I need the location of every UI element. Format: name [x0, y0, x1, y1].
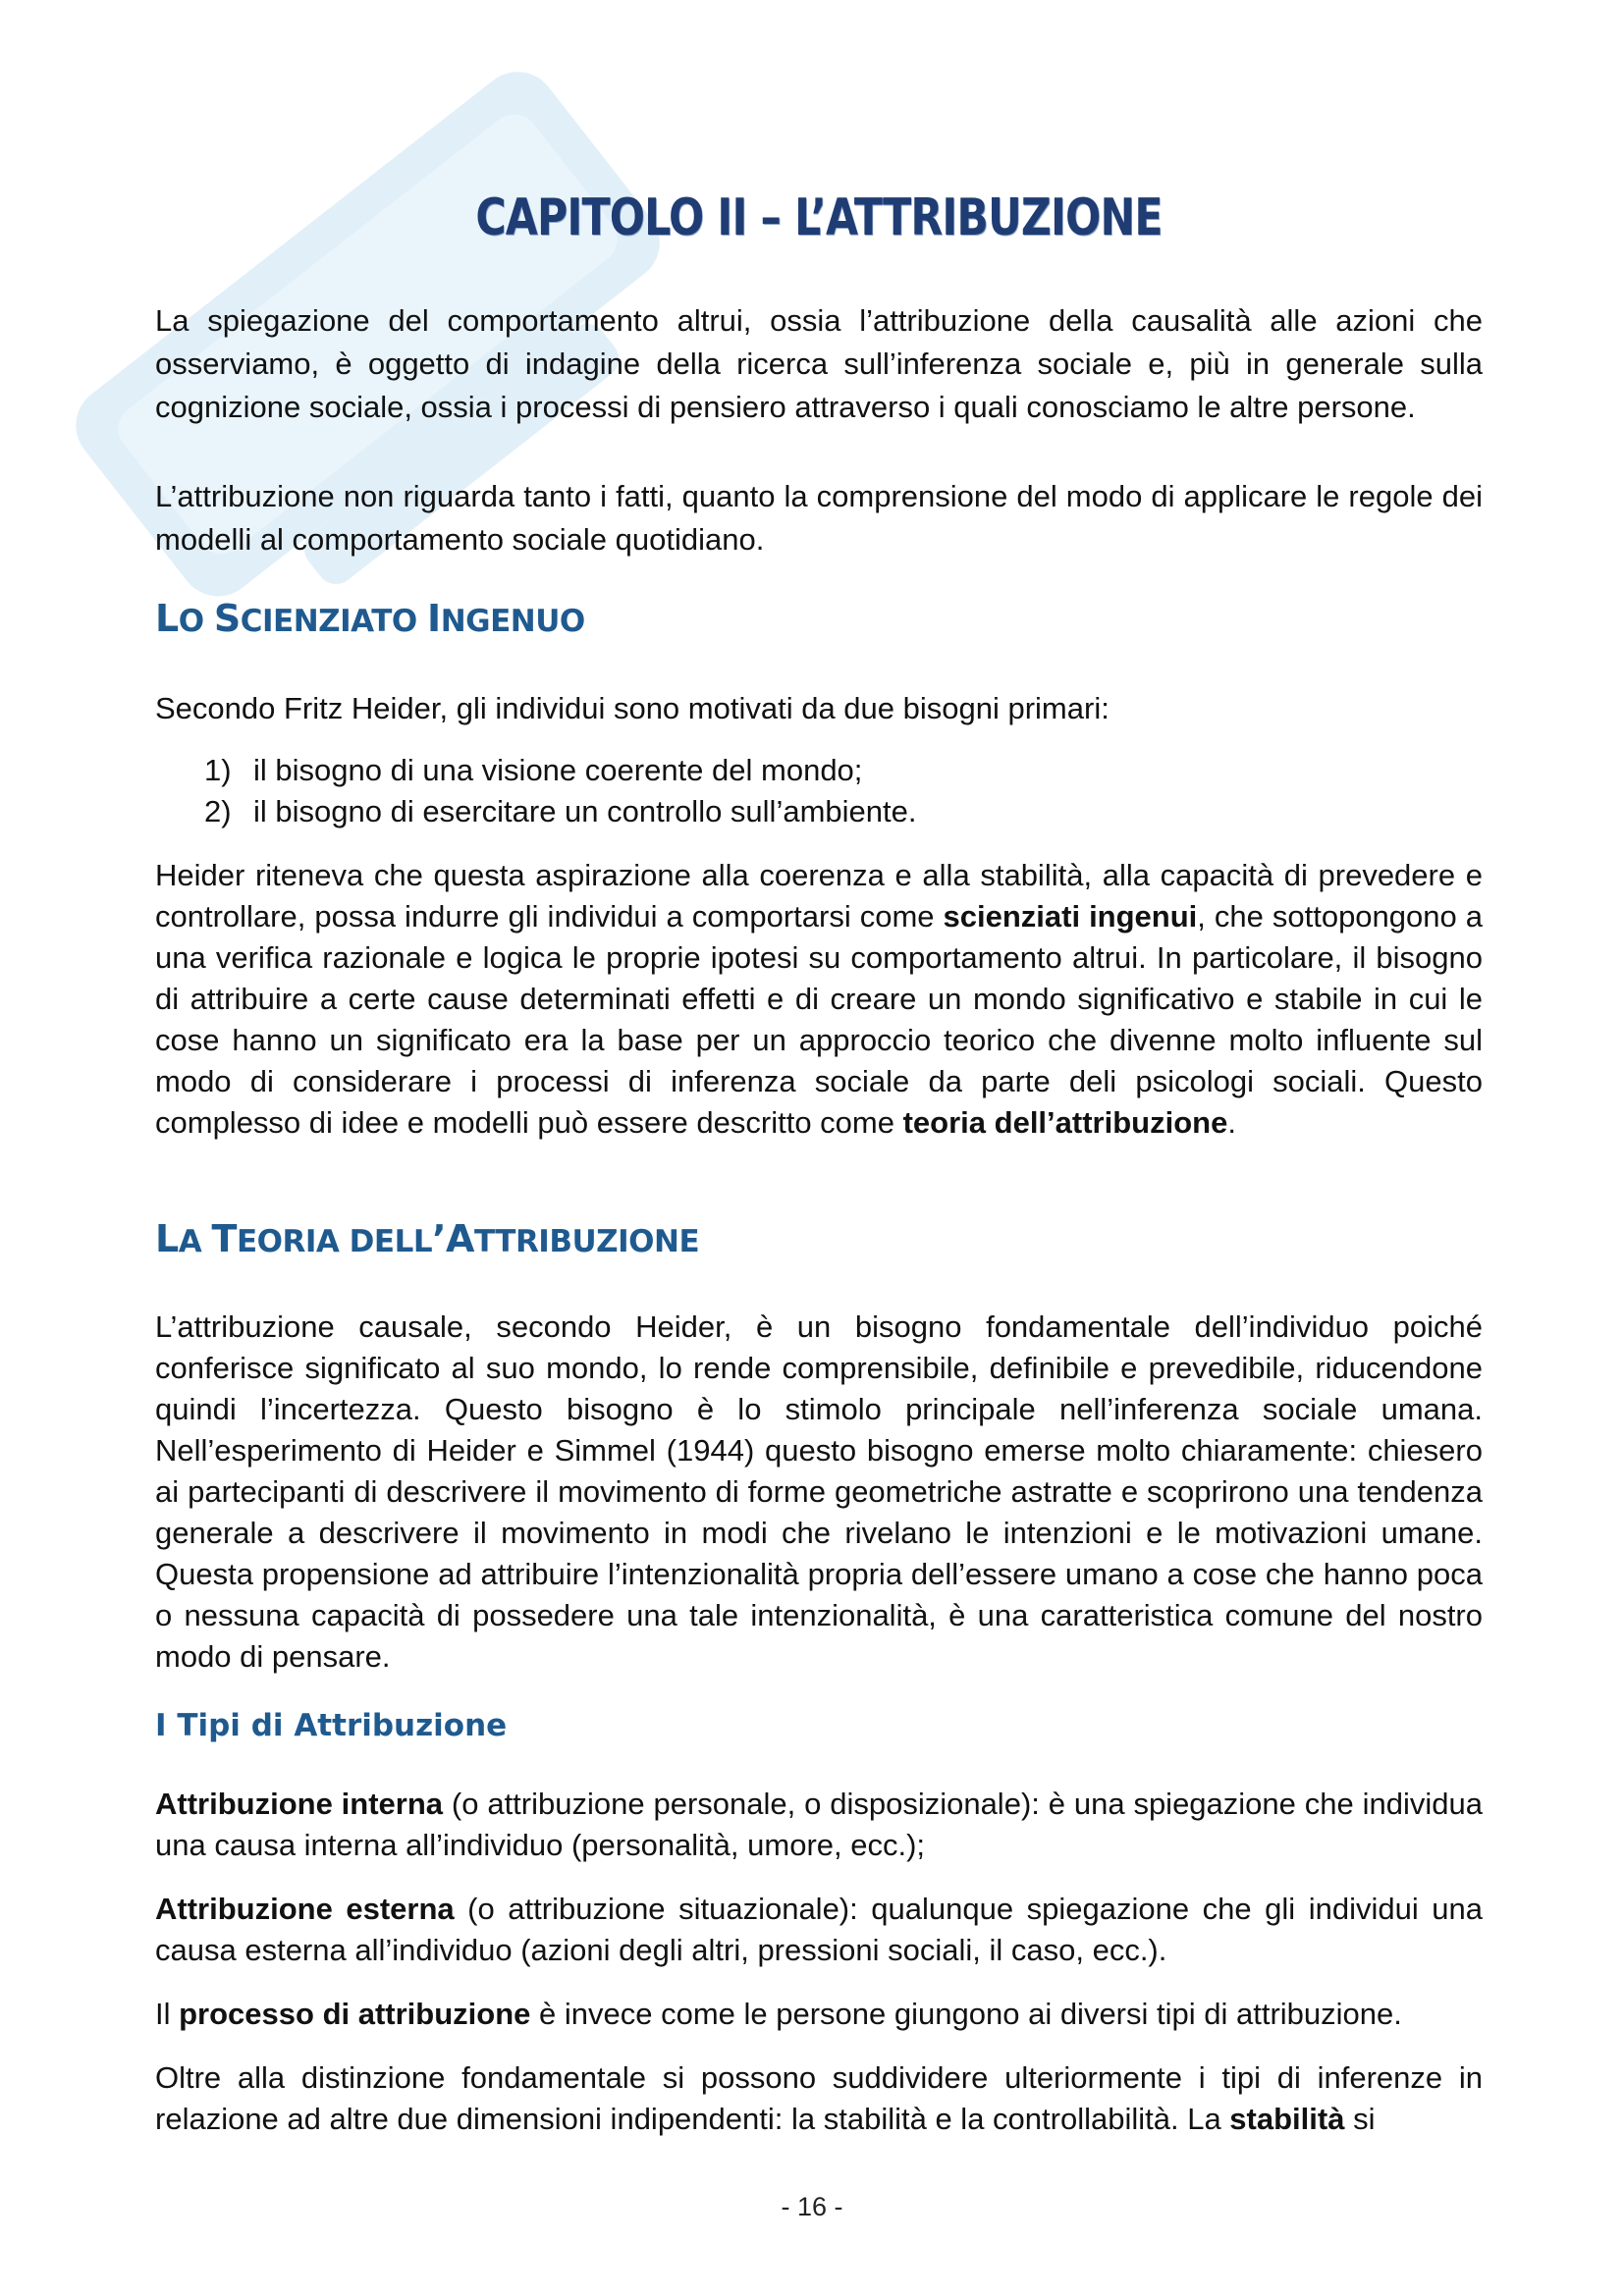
chapter-title: CAPITOLO II – L’ATTRIBUZIONE — [475, 188, 1163, 247]
section1-body: Heider riteneva che questa aspirazione alla coerenza e alla stabilità, alla capacità di prevedere e controllare, possa indurre gli individui a comportarsi come scienziati ingenui, che sottopongono a una verifica razionale e logica le proprie ipotesi su comportamento altrui. In particolare, il bisogno di attribuire a certe cause determinati effetti e di creare un mondo significativo e stabile in cui le cose hanno un significato era la base per un approccio teorico che divenne molto influente sul modo di considerare i processi di inferenza sociale da parte deli psicologi sociali. Questo complesso di idee e modelli può essere descritto come teoria dell’attribuzione. — [155, 858, 1483, 1140]
page-number: - 16 - — [781, 2192, 843, 2221]
attribuzione-esterna-paragraph: Attribuzione esterna (o attribuzione situazionale): qualunque spiegazione che gli individui una causa esterna all’individuo (azioni degli altri, pressioni sociali, il caso, ecc.). — [155, 1892, 1483, 1967]
section-title-teoria-attribuzione: LA TEORIA DELL’ATTRIBUZIONE — [155, 1217, 700, 1260]
section1-lead: Secondo Fritz Heider, gli individui sono motivati da due bisogni primari: — [155, 691, 1110, 725]
list-item: 2) il bisogno di esercitare un controllo sull’ambiente. — [204, 794, 917, 828]
attribuzione-interna-paragraph: Attribuzione interna (o attribuzione personale, o disposizionale): è una spiegazione che individua una causa interna all’individuo (personalità, umore, ecc.); — [155, 1787, 1483, 1862]
subsection-title-tipi-attribuzione: I Tipi di Attribuzione — [155, 1708, 508, 1743]
needs-list — [155, 750, 1483, 832]
intro-paragraph-1: La spiegazione del comportamento altrui, ossia l’attribuzione della causalità alle azioni che osserviamo, è oggetto di indagine della ricerca sull’inferenza sociale e, più in generale sulla cognizione sociale, ossia i processi di pensiero attraverso i quali conosciamo le altre persone. — [155, 303, 1483, 424]
section-title-scienziato-ingenuo: LO SCIENZIATO INGENUO — [155, 597, 585, 640]
processo-attribuzione-paragraph: Il processo di attribuzione è invece come le persone giungono ai diversi tipi di attribuzione. — [155, 1997, 1402, 2031]
dimensioni-paragraph: Oltre alla distinzione fondamentale si possono suddividere ulteriormente i tipi di inferenze in relazione ad altre due dimensioni indipendenti: la stabilità e la controllabilità. La stabilità si — [155, 2060, 1483, 2136]
section2-body: L’attribuzione causale, secondo Heider, è un bisogno fondamentale dell’individuo poiché conferisce significato al suo mondo, lo rende comprensibile, definibile e prevedibile, riducendone quindi l’incertezza. Questo bisogno è lo stimolo principale nell’inferenza sociale umana. Nell’esperimento di Heider e Simmel (1944) questo bisogno emerse molto chiaramente: chiesero ai partecipanti di descrivere il movimento di forme geometriche astratte e scoprirono una tendenza generale a descrivere il movimento in modi che rivelano le intenzioni e le motivazioni umane. Questa propensione ad attribuire l’intenzionalità propria dell’essere umano a cose che hanno poca o nessuna capacità di possedere una tale intenzionalità, è una caratteristica comune del nostro modo di pensare. — [155, 1309, 1483, 1674]
list-item: 1) il bisogno di una visione coerente del mondo; — [204, 753, 863, 787]
intro-paragraph-2: L’attribuzione non riguarda tanto i fatti, quanto la comprensione del modo di applicare le regole dei modelli al comportamento sociale quotidiano. — [155, 479, 1483, 557]
